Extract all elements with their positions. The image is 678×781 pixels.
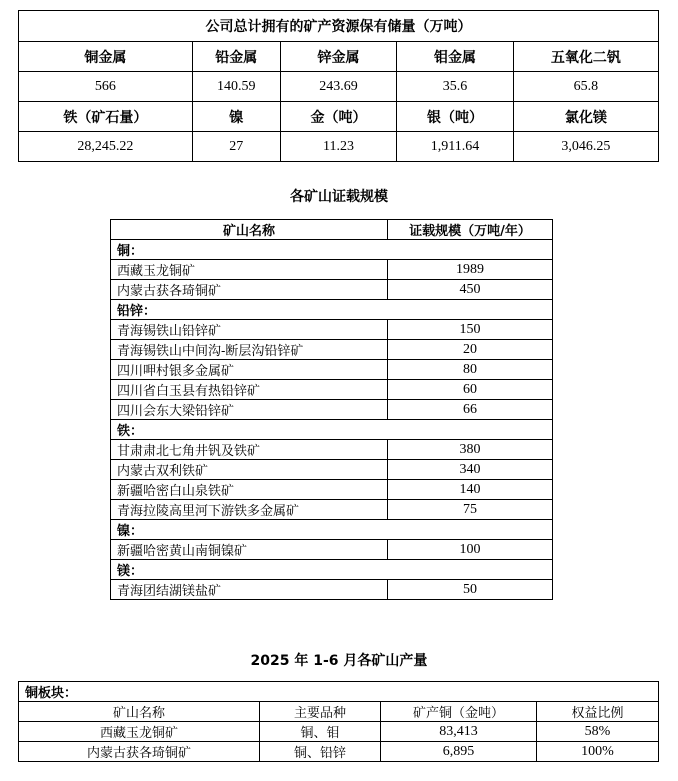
output-cell: 西藏玉龙铜矿	[19, 722, 260, 742]
output-cell: 100%	[537, 742, 659, 762]
mine-name: 新疆哈密白山泉铁矿	[111, 480, 388, 500]
mine-name: 青海锡铁山铅锌矿	[111, 320, 388, 340]
table-row	[19, 742, 659, 762]
mine-name: 青海拉陵高里河下游铁多金属矿	[111, 500, 388, 520]
reserves-header: 铅金属	[192, 42, 280, 72]
mine-name: 四川省白玉县有热铅锌矿	[111, 380, 388, 400]
table-row	[111, 360, 553, 380]
reserves-header: 金（吨）	[280, 102, 397, 132]
mine-name: 青海锡铁山中间沟-断层沟铅锌矿	[111, 340, 388, 360]
mine-name: 四川呷村银多金属矿	[111, 360, 388, 380]
output-cell: 铜、钼	[260, 722, 381, 742]
mine-scale: 80	[388, 360, 553, 380]
reserves-header: 五氧化二钒	[513, 42, 658, 72]
reserves-value: 11.23	[280, 132, 397, 162]
mine-scale: 450	[388, 280, 553, 300]
output-cell: 58%	[537, 722, 659, 742]
mine-scale: 340	[388, 460, 553, 480]
reserves-title: 公司总计拥有的矿产资源保有储量（万吨）	[19, 11, 659, 42]
output-cell: 6,895	[381, 742, 537, 762]
scale-group-label: 铅锌：	[111, 300, 553, 320]
reserves-header: 镍	[192, 102, 280, 132]
reserves-header: 银（吨）	[397, 102, 514, 132]
reserves-value: 27	[192, 132, 280, 162]
reserves-value: 566	[19, 72, 193, 102]
scale-group-label: 镁：	[111, 560, 553, 580]
scale-col-name-header: 矿山名称	[111, 220, 388, 240]
reserves-header: 铜金属	[19, 42, 193, 72]
mine-name: 内蒙古双利铁矿	[111, 460, 388, 480]
table-row	[19, 722, 659, 742]
table-row	[111, 480, 553, 500]
mine-scale: 100	[388, 540, 553, 560]
table-row	[111, 260, 553, 280]
reserves-value: 140.59	[192, 72, 280, 102]
scale-group-label: 镍：	[111, 520, 553, 540]
scale-group-label: 铜：	[111, 240, 553, 260]
table-row	[111, 580, 553, 600]
table-row	[111, 380, 553, 400]
output-header: 矿产铜（金吨）	[381, 702, 537, 722]
output-header: 主要品种	[260, 702, 381, 722]
reserves-value: 243.69	[280, 72, 397, 102]
mine-name: 四川会东大梁铅锌矿	[111, 400, 388, 420]
reserves-value: 65.8	[513, 72, 658, 102]
output-header: 矿山名称	[19, 702, 260, 722]
reserves-header: 铁（矿石量）	[19, 102, 193, 132]
mine-name: 甘肃肃北七角井钒及铁矿	[111, 440, 388, 460]
reserves-value: 35.6	[397, 72, 514, 102]
scale-col-scale-header: 证载规模（万吨/年）	[388, 220, 553, 240]
table-row	[111, 320, 553, 340]
output-header: 权益比例	[537, 702, 659, 722]
mine-scale: 20	[388, 340, 553, 360]
reserves-header: 钼金属	[397, 42, 514, 72]
table-row	[111, 540, 553, 560]
mine-scale: 50	[388, 580, 553, 600]
scale-table	[110, 219, 553, 600]
output-table	[18, 681, 659, 762]
reserves-value: 1,911.64	[397, 132, 514, 162]
table-row	[111, 500, 553, 520]
mine-scale: 140	[388, 480, 553, 500]
reserves-table	[18, 10, 659, 162]
table-row	[111, 280, 553, 300]
output-cell: 铜、铅锌	[260, 742, 381, 762]
reserves-header: 锌金属	[280, 42, 397, 72]
output-cell: 83,413	[381, 722, 537, 742]
reserves-value: 3,046.25	[513, 132, 658, 162]
table-row	[111, 440, 553, 460]
mine-name: 新疆哈密黄山南铜镍矿	[111, 540, 388, 560]
reserves-value: 28,245.22	[19, 132, 193, 162]
mine-scale: 150	[388, 320, 553, 340]
mine-name: 内蒙古获各琦铜矿	[111, 280, 388, 300]
mine-scale: 1989	[388, 260, 553, 280]
mine-scale: 60	[388, 380, 553, 400]
mine-name: 青海团结湖镁盐矿	[111, 580, 388, 600]
mine-scale: 380	[388, 440, 553, 460]
scale-section-title: 各矿山证载规模	[290, 189, 388, 205]
table-row	[111, 400, 553, 420]
output-group-label: 铜板块：	[19, 682, 659, 702]
table-row	[111, 460, 553, 480]
mine-scale: 75	[388, 500, 553, 520]
table-row	[111, 340, 553, 360]
scale-group-label: 铁：	[111, 420, 553, 440]
reserves-header: 氯化镁	[513, 102, 658, 132]
mine-name: 西藏玉龙铜矿	[111, 260, 388, 280]
output-section-title: 2025 年 1-6 月各矿山产量	[250, 653, 428, 669]
output-cell: 内蒙古获各琦铜矿	[19, 742, 260, 762]
mine-scale: 66	[388, 400, 553, 420]
